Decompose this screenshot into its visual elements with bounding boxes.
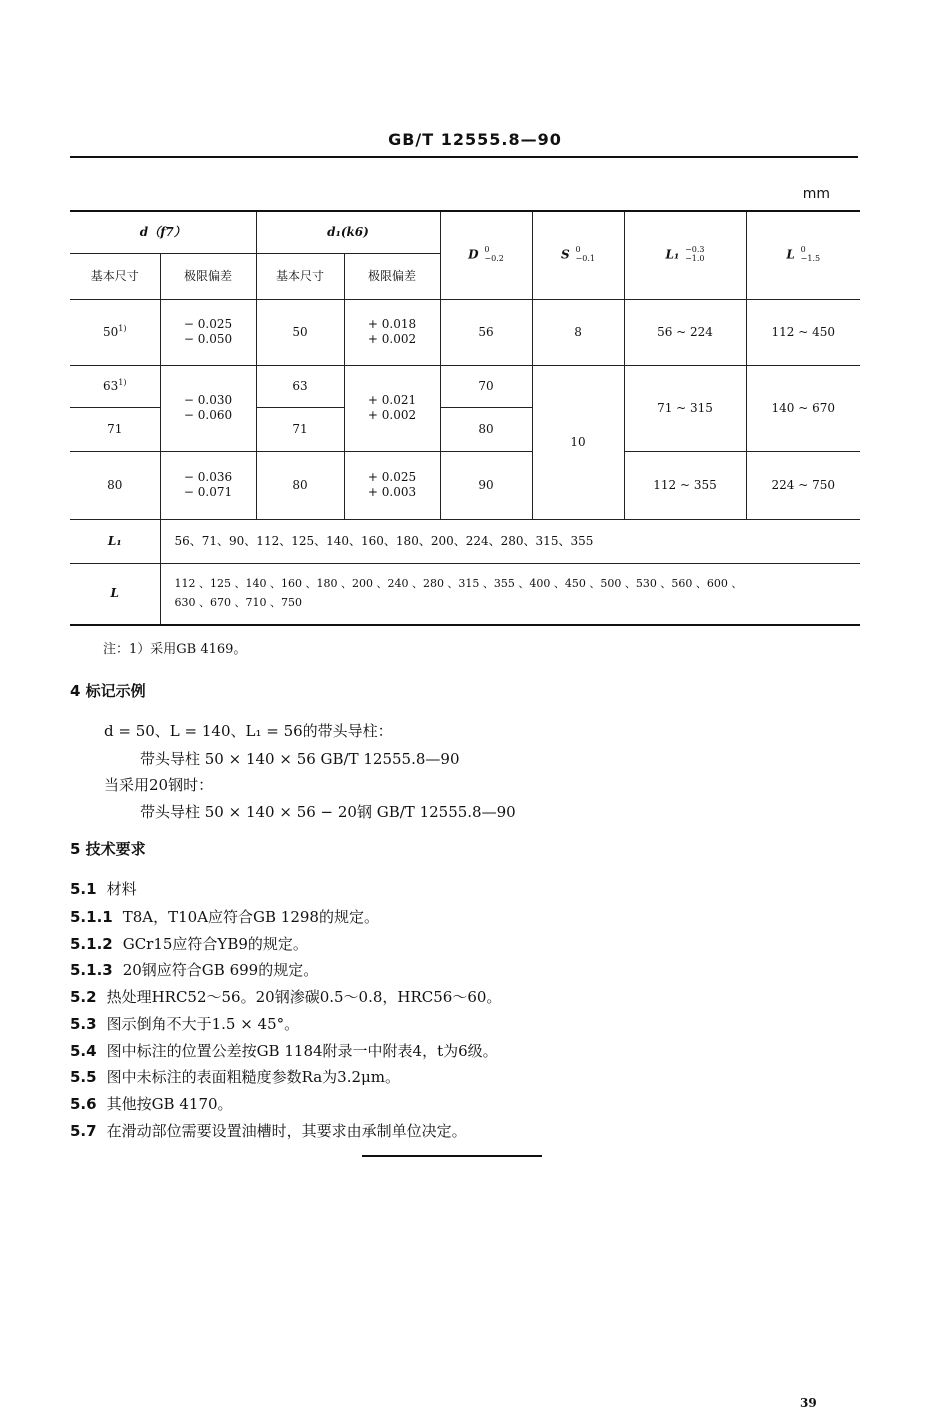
clause-number: 5.5 bbox=[70, 1068, 97, 1086]
header-S-tol-upper: 0 bbox=[575, 245, 581, 255]
table-footnote: 注：1）采用GB 4169。 bbox=[103, 642, 247, 657]
cell-d-value: 63 bbox=[103, 379, 119, 393]
requirement-item bbox=[70, 906, 379, 927]
cell-d1: 50 bbox=[256, 299, 344, 365]
page-number: 39 bbox=[800, 1396, 817, 1410]
header-L-tol-lower: −1.5 bbox=[800, 254, 821, 264]
subheader-basic-size: 基本尺寸 bbox=[256, 253, 344, 299]
clause-number: 5.6 bbox=[70, 1095, 97, 1113]
header-L1-tol-lower: −1.0 bbox=[685, 254, 705, 264]
cell-d1-deviation: + 0.021 + 0.002 bbox=[344, 365, 440, 451]
clause-text: 热处理HRC52～56。20钢渗碳0.5～0.8，HRC56～60。 bbox=[106, 988, 502, 1006]
cell-D: 90 bbox=[440, 451, 532, 519]
clause-text: 在滑动部位需要设置油槽时，其要求由承制单位决定。 bbox=[106, 1122, 467, 1140]
header-L1-tol-upper: −0.3 bbox=[685, 245, 705, 255]
cell-D: 56 bbox=[440, 299, 532, 365]
clause-text: 20钢应符合GB 699的规定。 bbox=[122, 961, 319, 979]
header-L1 bbox=[624, 211, 746, 299]
clause-number: 5.1.1 bbox=[70, 908, 113, 926]
subheader-basic-size: 基本尺寸 bbox=[70, 253, 160, 299]
L-series-line-1: 112 、125 、140 、160 、180 、200 、240 、280 、315 、355 、400 、450 、500 、530 、560 、600 、 bbox=[174, 577, 743, 591]
header-L-symbol: L bbox=[786, 247, 795, 262]
dimension-table bbox=[70, 210, 860, 626]
cell-L1: 71 ~ 315 bbox=[624, 365, 746, 451]
clause-number: 5.3 bbox=[70, 1015, 97, 1033]
cell-L1: 56 ~ 224 bbox=[624, 299, 746, 365]
requirement-item bbox=[70, 933, 308, 954]
standard-header-title: GB/T 12555.8—90 bbox=[388, 130, 562, 149]
cell-S: 8 bbox=[532, 299, 624, 365]
requirement-item bbox=[70, 878, 137, 899]
clause-number: 5.7 bbox=[70, 1122, 97, 1140]
cell-L: 224 ~ 750 bbox=[746, 451, 860, 519]
cell-d1-deviation: + 0.018 + 0.002 bbox=[344, 299, 440, 365]
clause-number: 5.2 bbox=[70, 988, 97, 1006]
end-rule bbox=[362, 1155, 542, 1157]
clause-number: 5.1 bbox=[70, 880, 97, 898]
header-d: d（f7） bbox=[70, 211, 256, 253]
subheader-deviation: 极限偏差 bbox=[344, 253, 440, 299]
cell-d1-deviation: + 0.025 + 0.003 bbox=[344, 451, 440, 519]
cell-D: 70 bbox=[440, 365, 532, 407]
table-row bbox=[70, 299, 860, 365]
marking-example-line: 带头导柱 50 × 140 × 56 GB/T 12555.8—90 bbox=[140, 750, 460, 768]
header-L1-symbol: L₁ bbox=[665, 247, 680, 262]
section-5-heading: 5 技术要求 bbox=[70, 840, 146, 858]
L-series-values bbox=[160, 563, 860, 625]
requirement-item bbox=[70, 1013, 299, 1034]
header-L-tol-upper: 0 bbox=[800, 245, 806, 255]
cell-d bbox=[70, 365, 160, 407]
header-rule bbox=[70, 156, 858, 158]
cell-d-deviation: − 0.036 − 0.071 bbox=[160, 451, 256, 519]
cell-d: 71 bbox=[70, 407, 160, 451]
header-D-symbol: D bbox=[468, 247, 479, 262]
header-S-symbol: S bbox=[561, 247, 570, 262]
marking-example-line: 带头导柱 50 × 140 × 56 − 20钢 GB/T 12555.8—90 bbox=[140, 803, 516, 821]
header-D bbox=[440, 211, 532, 299]
cell-d1: 80 bbox=[256, 451, 344, 519]
header-d1: d₁(k6) bbox=[256, 211, 440, 253]
requirement-item bbox=[70, 1066, 400, 1087]
cell-S: 10 bbox=[532, 365, 624, 519]
requirement-item bbox=[70, 1120, 467, 1141]
requirement-item bbox=[70, 1093, 233, 1114]
cell-L: 140 ~ 670 bbox=[746, 365, 860, 451]
cell-L: 112 ~ 450 bbox=[746, 299, 860, 365]
footnote-ref: 1) bbox=[118, 378, 127, 387]
clause-text: 其他按GB 4170。 bbox=[106, 1095, 233, 1113]
header-L bbox=[746, 211, 860, 299]
subheader-deviation: 极限偏差 bbox=[160, 253, 256, 299]
clause-number: 5.1.3 bbox=[70, 961, 113, 979]
section-4-heading: 4 标记示例 bbox=[70, 682, 146, 700]
header-D-tol-lower: −0.2 bbox=[484, 254, 504, 264]
clause-number: 5.1.2 bbox=[70, 935, 113, 953]
L-series-line-2: 630 、670 、710 、750 bbox=[174, 595, 302, 609]
cell-d1: 71 bbox=[256, 407, 344, 451]
header-S-tol-lower: −0.1 bbox=[575, 254, 595, 264]
header-D-tol-upper: 0 bbox=[484, 245, 490, 255]
requirement-item bbox=[70, 986, 501, 1007]
L-series-row bbox=[70, 563, 860, 625]
L1-series-label: L₁ bbox=[70, 519, 160, 563]
clause-text: 图中未标注的表面粗糙度参数Ra为3.2μm。 bbox=[106, 1068, 400, 1086]
cell-D: 80 bbox=[440, 407, 532, 451]
footnote-ref: 1) bbox=[118, 324, 127, 333]
requirement-item bbox=[70, 959, 318, 980]
marking-example-line: d = 50、L = 140、L₁ = 56的带头导柱： bbox=[104, 722, 393, 740]
clause-number: 5.4 bbox=[70, 1042, 97, 1060]
marking-example-line: 当采用20钢时： bbox=[104, 776, 214, 794]
cell-L1: 112 ~ 355 bbox=[624, 451, 746, 519]
L1-series-row bbox=[70, 519, 860, 563]
cell-d-value: 50 bbox=[103, 325, 119, 339]
L-series-label: L bbox=[70, 563, 160, 625]
unit-label: mm bbox=[802, 186, 830, 202]
clause-text: 图中标注的位置公差按GB 1184附录一中附表4，t为6级。 bbox=[106, 1042, 498, 1060]
clause-text: 材料 bbox=[106, 880, 137, 898]
table-row bbox=[70, 451, 860, 519]
cell-d-deviation: − 0.025 − 0.050 bbox=[160, 299, 256, 365]
clause-text: 图示倒角不大于1.5 × 45°。 bbox=[106, 1015, 300, 1033]
clause-text: GCr15应符合YB9的规定。 bbox=[122, 935, 308, 953]
clause-text: T8A，T10A应符合GB 1298的规定。 bbox=[122, 908, 379, 926]
cell-d1: 63 bbox=[256, 365, 344, 407]
cell-d-deviation: − 0.030 − 0.060 bbox=[160, 365, 256, 451]
requirement-item bbox=[70, 1040, 498, 1061]
header-S bbox=[532, 211, 624, 299]
cell-d: 80 bbox=[70, 451, 160, 519]
cell-d bbox=[70, 299, 160, 365]
L1-series-values: 56、71、90、112、125、140、160、180、200、224、280、315、355 bbox=[160, 519, 860, 563]
table-row bbox=[70, 365, 860, 407]
